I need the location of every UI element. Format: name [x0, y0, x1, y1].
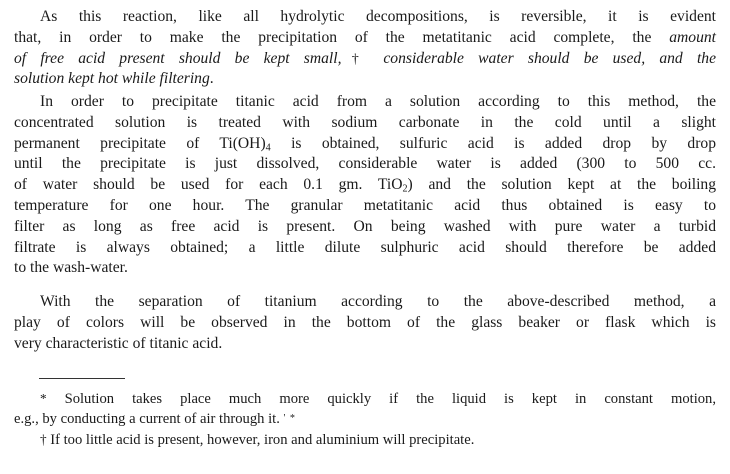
text-line — [14, 313, 716, 334]
footnotes — [14, 389, 716, 450]
text-run: filter as long as free acid is present. On being washed with pure water a turbid — [14, 217, 716, 235]
text-run: ) and the solution kept at the boiling — [407, 176, 716, 194]
footnote-star-line-2 — [14, 409, 716, 429]
italic-run: of free acid present should be kept small, — [14, 49, 342, 67]
italic-run: solution kept hot while filtering — [14, 70, 210, 88]
paragraph-3 — [0, 292, 730, 354]
text-run: play of colors will be observed in the bottom of the glass beaker or flask which is — [14, 313, 716, 331]
paragraph-1 — [0, 7, 730, 90]
text-line — [14, 175, 716, 196]
text-run: filtrate is always obtained; a little dilute sulphuric acid should therefore be added — [14, 238, 716, 256]
footnote-text: Solution takes place much more quickly if the liquid is kept in constant motion, — [64, 391, 716, 407]
text-run: very characteristic of titanic acid. — [14, 334, 223, 352]
footnote-marker-star: * — [40, 391, 47, 406]
text-run: With the separation of titanium according to the above-described method, a — [40, 293, 716, 310]
text-line — [14, 134, 716, 155]
text-run: . — [209, 70, 214, 88]
text-run: In order to precipitate titanic acid from a solution according to this method, the — [40, 93, 716, 110]
text-line — [14, 69, 716, 90]
subscript: 2 — [402, 183, 408, 195]
text-run: temperature for one hour. The granular metatitanic acid thus obtained is easy to — [14, 196, 716, 214]
text-line — [14, 217, 716, 238]
text-line — [14, 196, 716, 217]
footnote-text: e.g., by conducting a current of air through it. — [14, 411, 280, 428]
footnote-dagger-line — [14, 430, 716, 450]
text-line — [14, 238, 716, 259]
text-line — [14, 113, 716, 134]
italic-run: amount — [669, 28, 716, 46]
paragraph-2 — [0, 92, 730, 279]
text-line — [14, 154, 716, 175]
footnote-marker-dagger[interactable]: † — [341, 50, 370, 67]
text-run: is obtained, sulfuric acid is added drop by drop — [270, 134, 716, 152]
footnote-divider — [39, 378, 125, 379]
text-line — [14, 334, 716, 355]
text-run: until the precipitate is just dissolved, considerable water is added (300 to 500 cc. — [14, 155, 716, 173]
subscript: 4 — [265, 142, 271, 154]
text-line — [14, 258, 716, 279]
text-run: of water should be used for each 0.1 gm. TiO — [14, 176, 403, 194]
text-run: As this reaction, like all hydrolytic decompositions, is reversible, it is evident — [40, 8, 716, 25]
text-run: permanent precipitate of Ti(OH) — [14, 134, 266, 152]
text-run: that, in order to make the precipitation of the metatitanic acid complete, the — [14, 28, 670, 46]
footnote-marker-dagger: † — [40, 431, 47, 447]
text-line — [14, 28, 716, 49]
footnote-text: If too little acid is present, however, iron and aluminium will precipitate. — [50, 431, 475, 448]
italic-run: considerable water should be used, and the — [369, 49, 717, 67]
text-line — [14, 92, 716, 113]
text-line — [14, 49, 716, 70]
stray-marks: ' * — [283, 413, 297, 425]
text-run: concentrated solution is treated with sodium carbonate in the cold until a slight — [14, 113, 716, 131]
text-line — [14, 7, 716, 28]
text-run: to the wash-water. — [14, 259, 128, 277]
footnote-star-line-1 — [14, 389, 716, 409]
text-line — [14, 292, 716, 313]
